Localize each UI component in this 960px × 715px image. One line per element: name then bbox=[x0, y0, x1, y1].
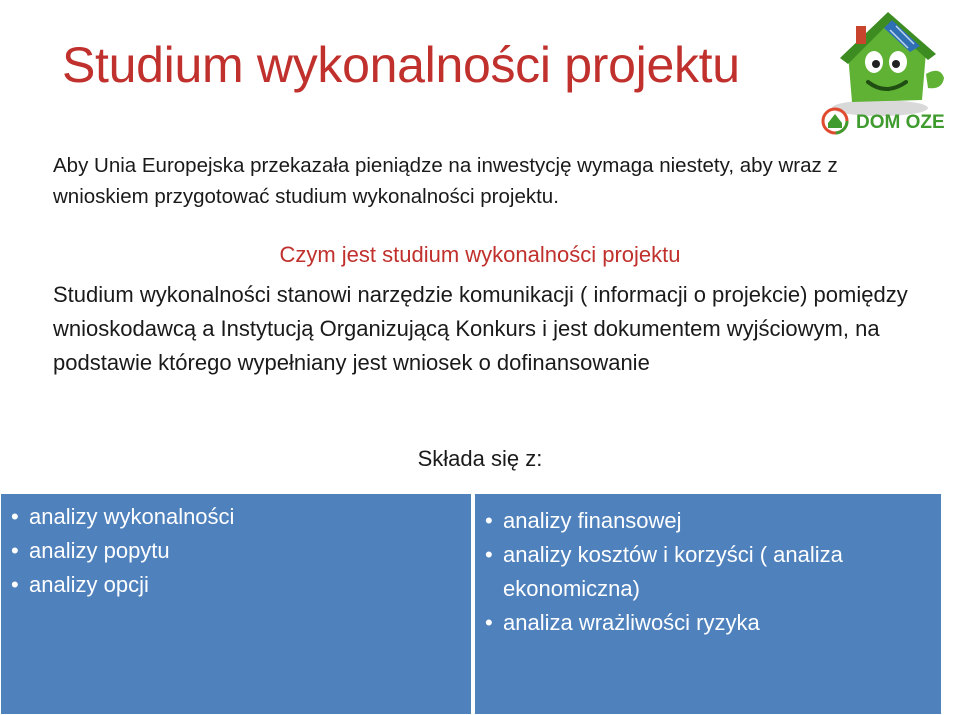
list-item: • analizy finansowej bbox=[475, 504, 923, 538]
logo-text: DOM OZE bbox=[856, 112, 945, 133]
intro-paragraph: Aby Unia Europejska przekazała pieniądze na inwestycję wymaga niestety, aby wraz z wnioskiem przygotować studium wykonalności projektu. bbox=[53, 154, 838, 208]
list-item: • analizy kosztów i korzyści ( analiza ekonomiczna) bbox=[475, 538, 923, 606]
list-item: • analizy popytu bbox=[1, 534, 471, 568]
left-analysis-panel bbox=[0, 493, 472, 715]
right-analysis-list bbox=[475, 494, 941, 640]
left-analysis-list bbox=[1, 494, 471, 602]
list-item: • analizy opcji bbox=[1, 568, 471, 602]
list-item: • analiza wrażliwości ryzyka bbox=[475, 606, 923, 640]
section-subheading: Czym jest studium wykonalności projektu bbox=[279, 242, 681, 267]
slide-title: Studium wykonalności projektu bbox=[62, 37, 740, 93]
right-analysis-panel bbox=[474, 493, 942, 715]
list-item: • analizy wykonalności bbox=[1, 500, 471, 534]
composed-of-label: Składa się z: bbox=[417, 446, 543, 471]
definition-paragraph: Studium wykonalności stanowi narzędzie komunikacji ( informacji o projekcie) pomiędzy wnioskodawcą a Instytucją Organizującą Konkurs i jest dokumentem wyjściowym, na podstawie którego wypełniany jest wniosek o dofinansowanie bbox=[53, 282, 908, 375]
